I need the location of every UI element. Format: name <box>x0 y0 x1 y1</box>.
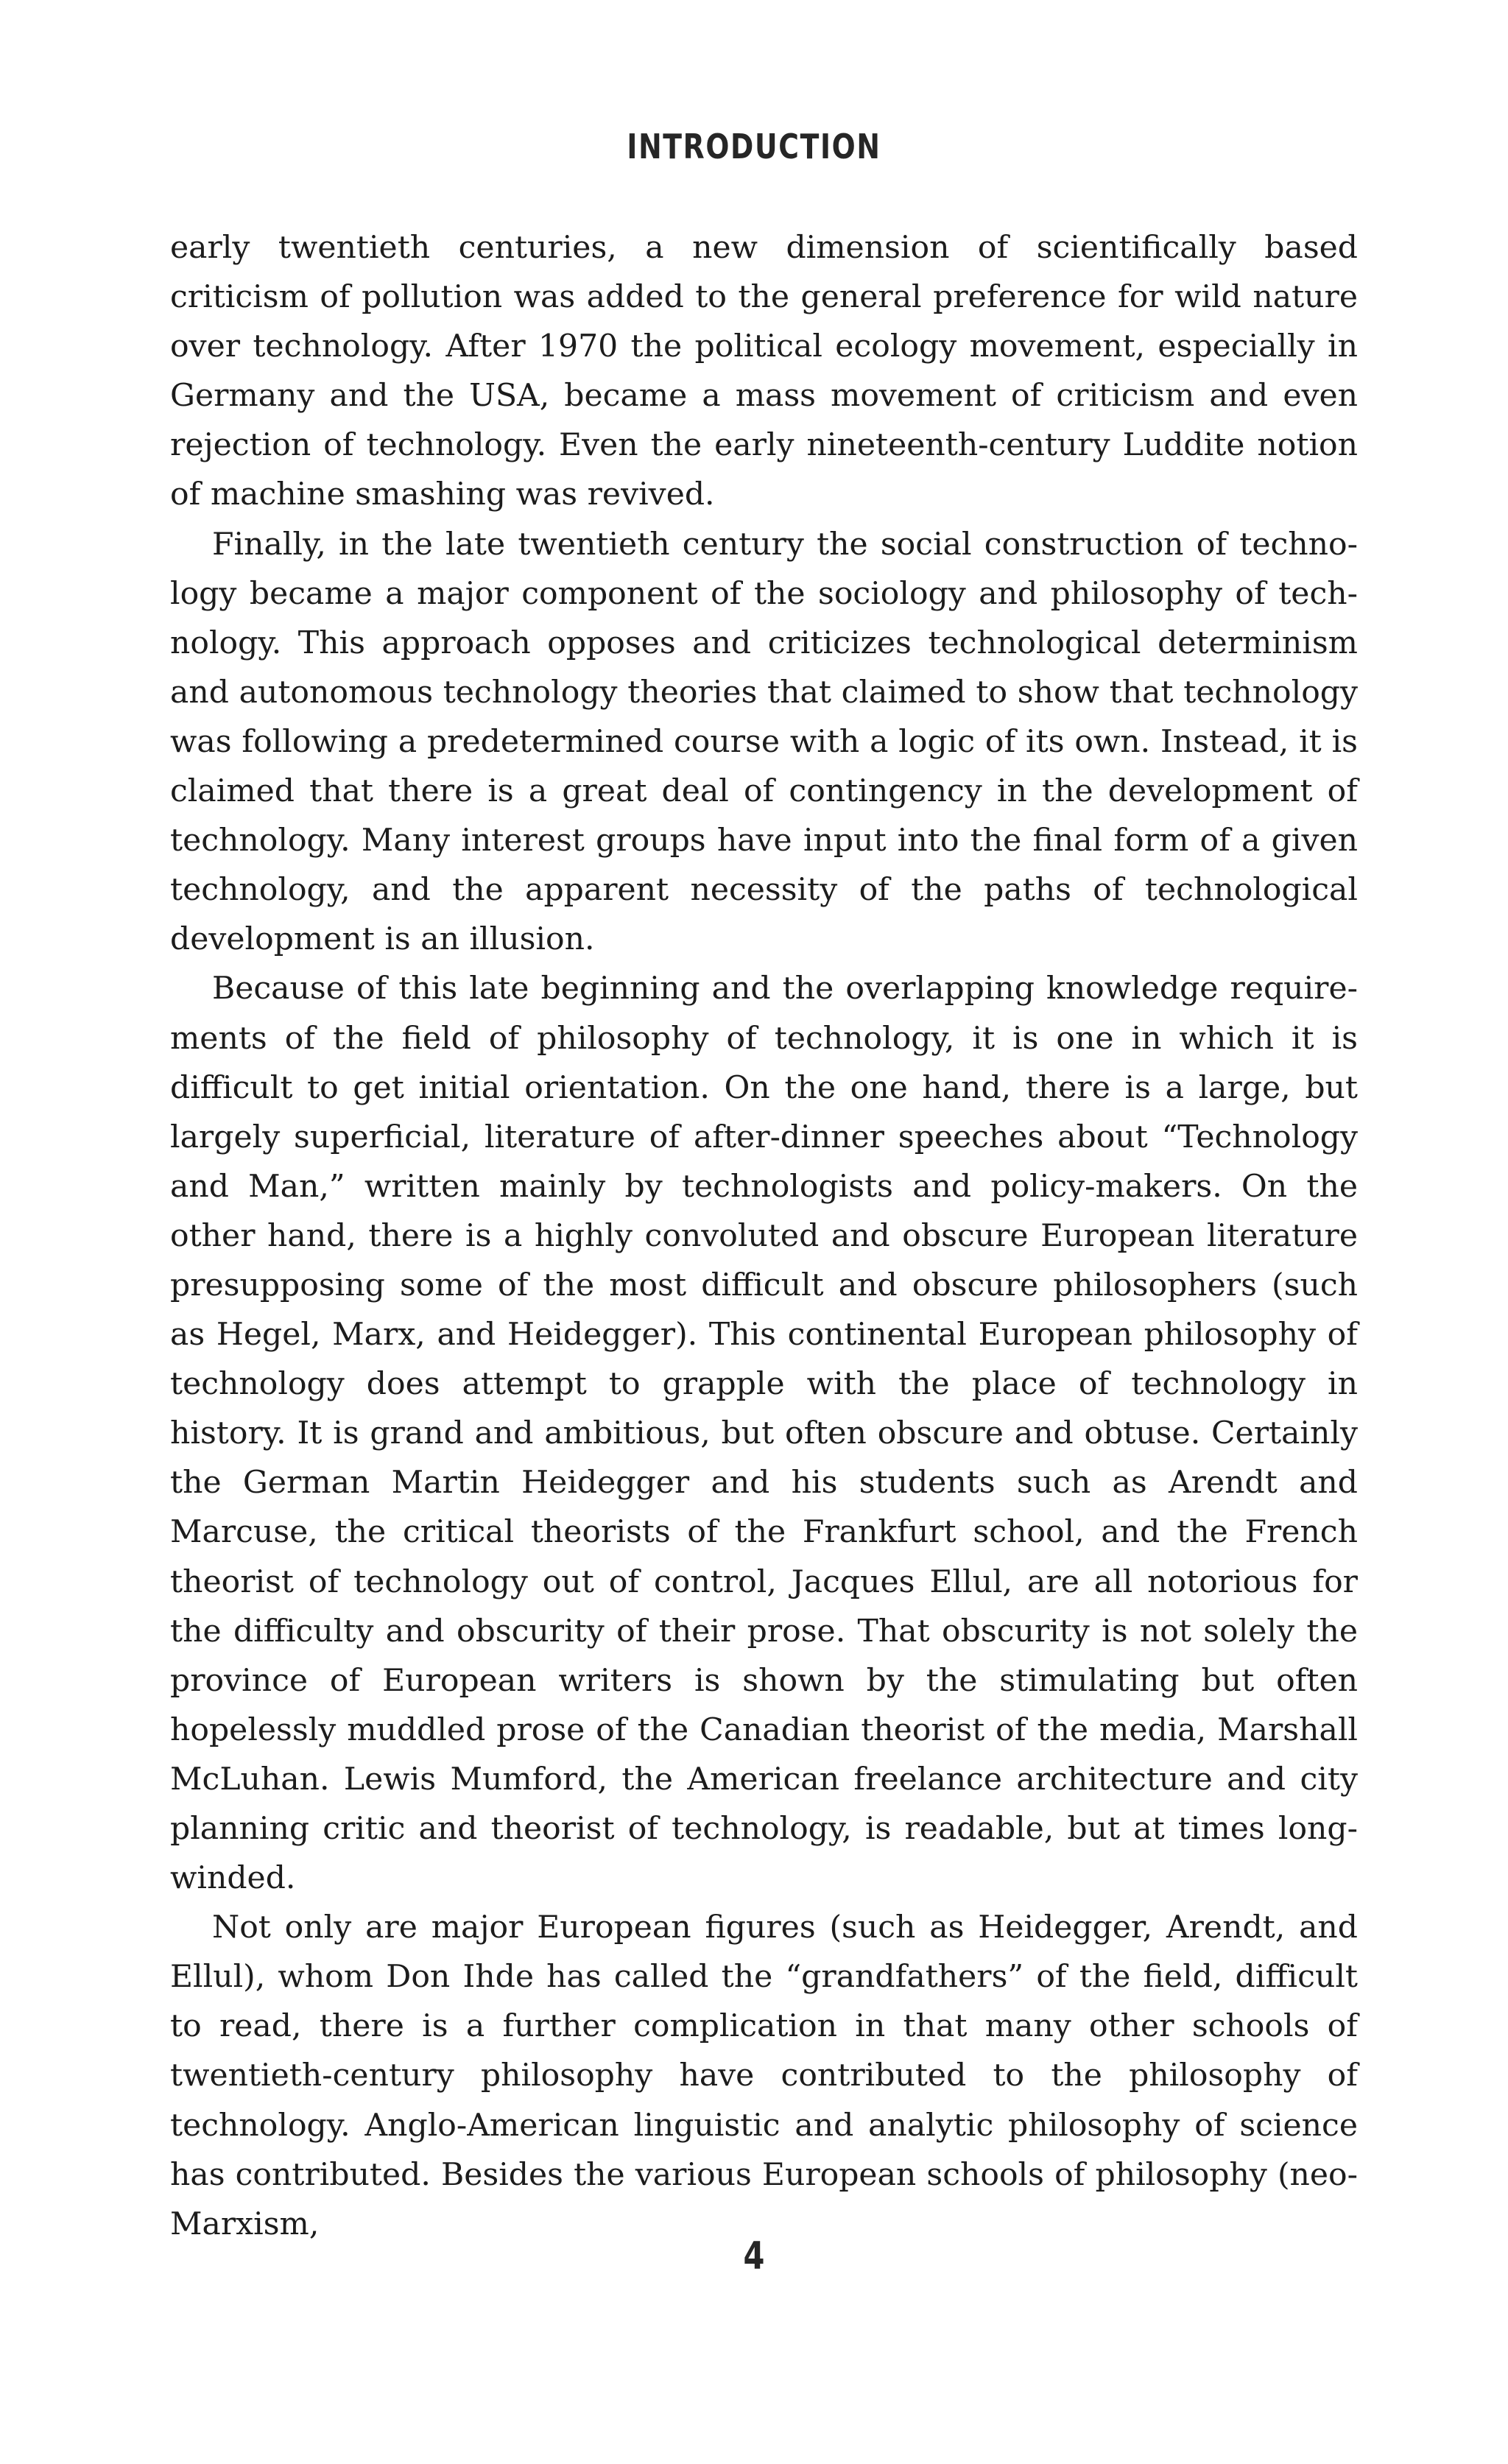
page-number: 4 <box>743 2234 765 2278</box>
body-text <box>170 223 1358 2249</box>
running-head: INTRODUCTION <box>627 127 881 166</box>
paragraph-social-construction: Finally, in the late twentieth century the social construction of technology became a major component of the sociology and philosophy of technology. This approach opposes and criticizes technological determinism and autonomous technology theories that claimed to show that technology was following a predetermined course with a logic of its own. Instead, it is claimed that there is a great deal of contingency in the development of technology. Many interest groups have input into the final form of a given technology, and the apparent necessity of the paths of technological development is an illusion. <box>170 526 1358 958</box>
paragraph-continuation: early twentieth centuries, a new dimension of scientifically based criticism of pollution was added to the general preference for wild nature over technology. After 1970 the political ecology movement, especially in Germany and the USA, became a mass movement of criticism and even rejection of technology. Even the early nineteenth-century Luddite notion of machine smashing was revived. <box>170 230 1358 513</box>
paragraph-grandfathers: Not only are major European figures (such as Heidegger, Arendt, and Ellul), whom Don Ihde has called the “grandfathers” of the field, difficult to read, there is a further complication in that many other schools of twentieth-century philosophy have contributed to the philosophy of technology. Anglo-American linguistic and analytic philosophy of science has contributed. Besides the various European schools of philosophy (neo-Marxism, <box>170 1909 1358 2242</box>
paragraph-late-beginning: Because of this late beginning and the overlapping knowledge requirements of the field of philosophy of technology, it is one in which it is difficult to get initial orientation. On the one hand, there is a large, but largely superficial, literature of after-dinner speeches about “Technology and Man,” written mainly by technologists and policy-makers. On the other hand, there is a highly convoluted and obscure European literature presupposing some of the most difficult and obscure philosophers (such as Hegel, Marx, and Heidegger). This continental European philosophy of technology does attempt to grapple with the place of technology in history. It is grand and ambitious, but often obscure and obtuse. Certainly the German Martin Heidegger and his students such as Arendt and Marcuse, the critical theorists of the Frankfurt school, and the French theorist of technology out of control, Jacques Ellul, are all notorious for the difficulty and obscurity of their prose. That obscurity is not solely the province of European writers is shown by the stimulating but often hopelessly muddled prose of the Canadian theorist of the media, Marshall McLuhan. Lewis Mumford, the American freelance architecture and city planning critic and theorist of technology, is readable, but at times long-winded. <box>170 971 1358 1897</box>
